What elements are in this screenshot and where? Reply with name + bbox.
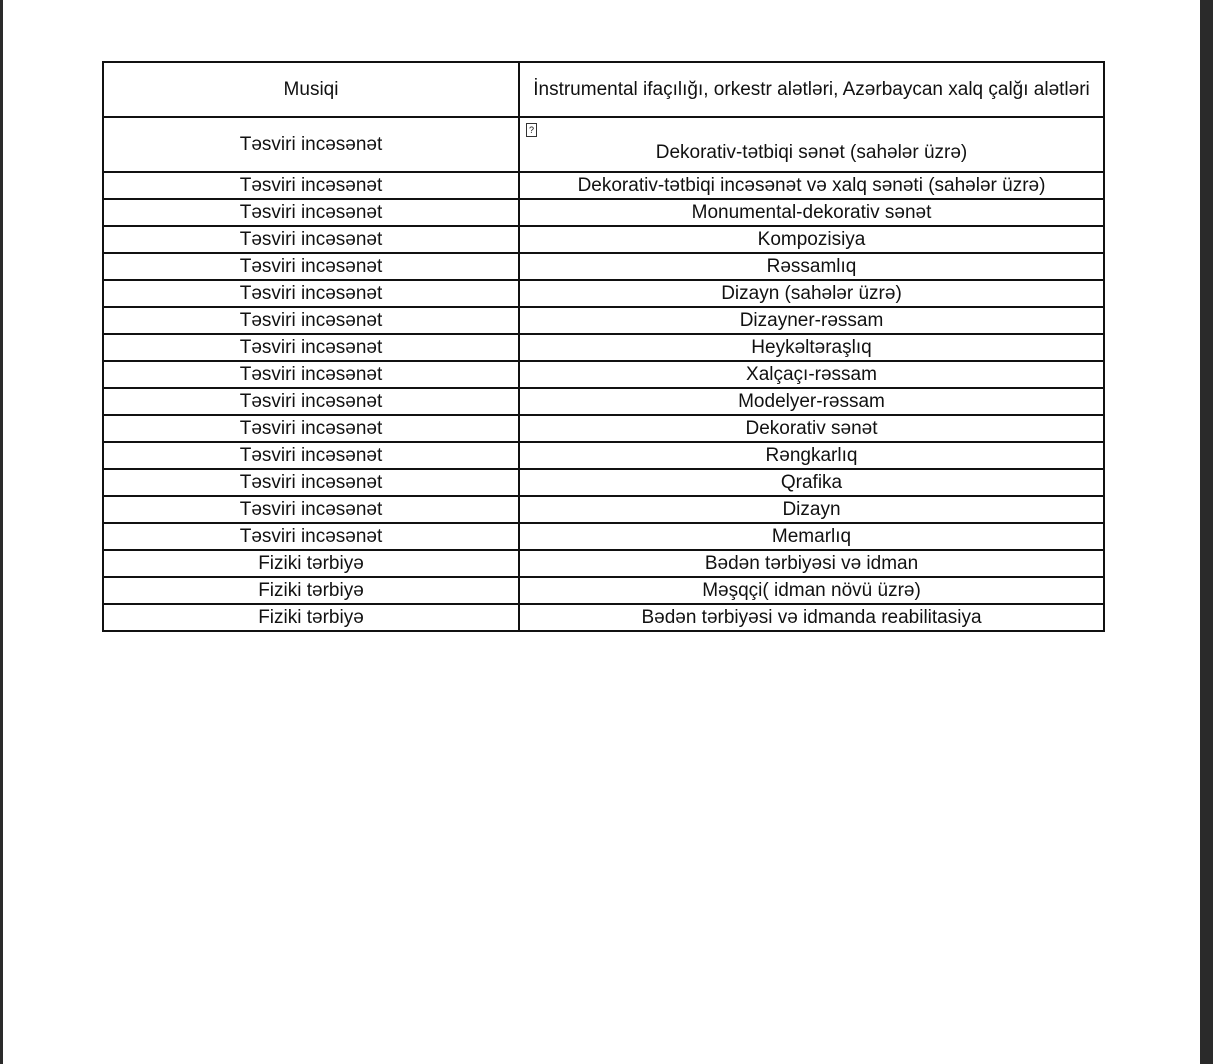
field-cell: Fiziki tərbiyə (103, 604, 519, 631)
specialty-cell: Bədən tərbiyəsi və idmanda reabilitasiya (519, 604, 1104, 631)
specialty-cell: Məşqçi( idman növü üzrə) (519, 577, 1104, 604)
table-row (103, 334, 1104, 361)
table-header-row (103, 62, 1104, 117)
table-row (103, 280, 1104, 307)
table-row (103, 361, 1104, 388)
missing-glyph-icon: ? (526, 123, 537, 137)
table-row (103, 388, 1104, 415)
table-row (103, 226, 1104, 253)
specialty-cell: Xalçaçı-rəssam (519, 361, 1104, 388)
left-border-strip (0, 0, 3, 1064)
specialty-cell: Heykəltəraşlıq (519, 334, 1104, 361)
specialty-cell: Dekorativ sənət (519, 415, 1104, 442)
field-cell: Təsviri incəsənət (103, 415, 519, 442)
table-body (103, 62, 1104, 631)
table-row (103, 523, 1104, 550)
specialty-text: Dekorativ-tətbiqi sənət (sahələr üzrə) (655, 141, 968, 163)
table-row (103, 172, 1104, 199)
field-cell: Təsviri incəsənət (103, 469, 519, 496)
specialty-cell: Monumental-dekorativ sənət (519, 199, 1104, 226)
field-cell: Təsviri incəsənət (103, 388, 519, 415)
field-cell: Təsviri incəsənət (103, 361, 519, 388)
field-cell: Təsviri incəsənət (103, 523, 519, 550)
right-border-strip (1200, 0, 1213, 1064)
specialty-cell: Bədən tərbiyəsi və idman (519, 550, 1104, 577)
header-field-cell: Musiqi (103, 62, 519, 117)
specialty-cell: Dizayn (519, 496, 1104, 523)
table-row (103, 496, 1104, 523)
field-cell: Təsviri incəsənət (103, 172, 519, 199)
field-cell: Təsviri incəsənət (103, 117, 519, 172)
table-row (103, 307, 1104, 334)
specialty-cell: Kompozisiya (519, 226, 1104, 253)
field-cell: Təsviri incəsənət (103, 280, 519, 307)
field-cell: Təsviri incəsənət (103, 442, 519, 469)
field-cell: Təsviri incəsənət (103, 307, 519, 334)
specialty-cell: Rəngkarlıq (519, 442, 1104, 469)
field-cell: Təsviri incəsənət (103, 199, 519, 226)
table-row (103, 550, 1104, 577)
field-cell: Təsviri incəsənət (103, 334, 519, 361)
specialty-cell: Dekorativ-tətbiqi incəsənət və xalq sənəti (sahələr üzrə) (519, 172, 1104, 199)
field-cell: Təsviri incəsənət (103, 226, 519, 253)
specialty-cell: Modelyer-rəssam (519, 388, 1104, 415)
specialty-cell: Dizayn (sahələr üzrə) (519, 280, 1104, 307)
header-specialty-cell: İnstrumental ifaçılığı, orkestr alətləri, Azərbaycan xalq çalğı alətləri (519, 62, 1104, 117)
table-row (103, 442, 1104, 469)
field-cell: Təsviri incəsənət (103, 253, 519, 280)
field-cell: Fiziki tərbiyə (103, 577, 519, 604)
specialty-cell: Memarlıq (519, 523, 1104, 550)
table-row (103, 577, 1104, 604)
table-row (103, 253, 1104, 280)
specialty-cell: Rəssamlıq (519, 253, 1104, 280)
specialty-table (102, 61, 1105, 632)
table-row (103, 415, 1104, 442)
specialty-cell: Dizayner-rəssam (519, 307, 1104, 334)
table-row (103, 199, 1104, 226)
table-row (103, 117, 1104, 172)
specialty-cell (519, 117, 1104, 172)
field-cell: Fiziki tərbiyə (103, 550, 519, 577)
specialty-cell: Qrafika (519, 469, 1104, 496)
field-cell: Təsviri incəsənət (103, 496, 519, 523)
table-row (103, 604, 1104, 631)
table-row (103, 469, 1104, 496)
